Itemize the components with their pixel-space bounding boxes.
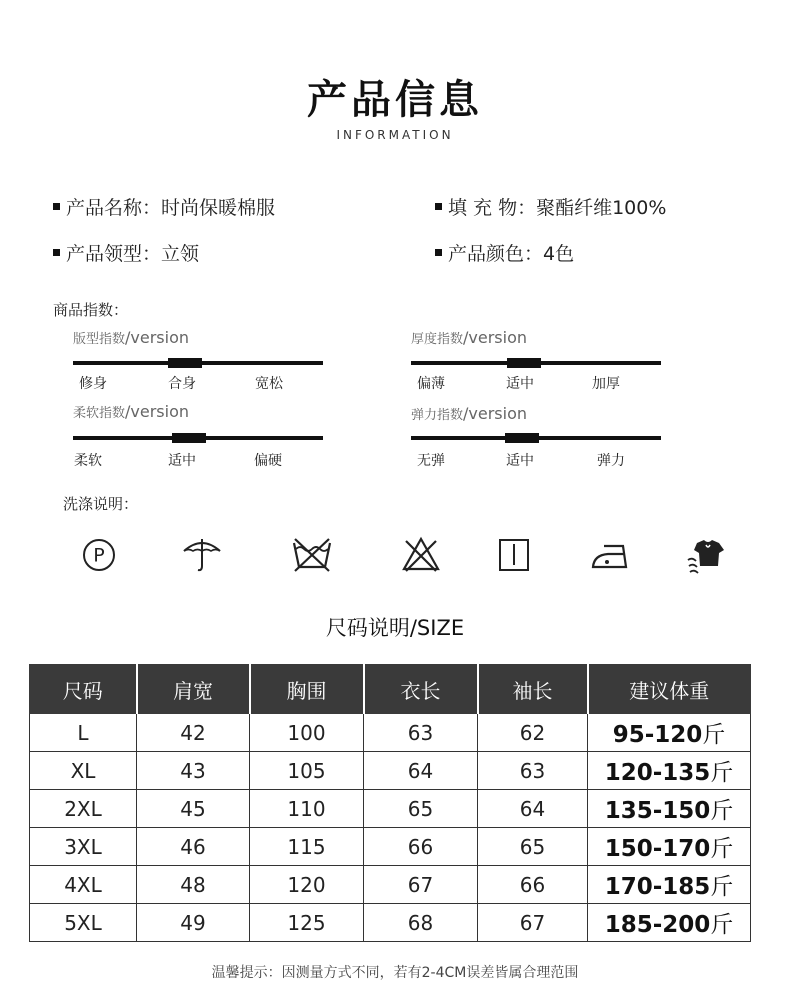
table-row: [30, 904, 751, 942]
footnote: 温馨提示：因测量方式不同，若有2-4CM误差皆属合理范围: [211, 965, 579, 981]
header-size: 尺码: [30, 665, 137, 714]
weight-unit: 斤: [710, 912, 734, 938]
size-table: [29, 664, 751, 942]
cell-weight: [588, 790, 751, 828]
header-length: 衣长: [364, 665, 478, 714]
cell-weight: [588, 752, 751, 790]
index-thickness-tick-3: 加厚: [592, 376, 620, 392]
bullet: [435, 203, 442, 210]
index-elasticity-tick-3: 弹力: [597, 453, 625, 469]
cell-length: 64: [364, 752, 478, 790]
table-row: [30, 790, 751, 828]
header-weight: 建议体重: [588, 665, 751, 714]
index-softness-tick-1: 柔软: [74, 453, 102, 469]
cell-length: 65: [364, 790, 478, 828]
do-not-wash-icon: [290, 533, 334, 577]
cell-size: 4XL: [30, 866, 137, 904]
info-product-name: [53, 193, 275, 220]
index-elasticity-marker: [505, 433, 539, 443]
cell-length: 66: [364, 828, 478, 866]
shade-dry-umbrella-icon: [180, 533, 224, 577]
cell-size: 3XL: [30, 828, 137, 866]
index-fit-label: [73, 328, 189, 347]
index-thickness-label-cn: 厚度指数: [411, 332, 464, 347]
index-fit-label-cn: 版型指数: [73, 332, 126, 347]
cell-sleeve: 67: [478, 904, 588, 942]
weight-range: 185-200: [604, 912, 711, 938]
cell-size: 2XL: [30, 790, 137, 828]
index-elasticity-label-cn: 弹力指数: [411, 408, 464, 423]
dry-clean-p-letter: P: [93, 544, 105, 567]
index-elasticity-tick-1: 无弹: [417, 453, 445, 469]
bullet: [53, 249, 60, 256]
cell-chest: 120: [250, 866, 364, 904]
index-softness-marker: [172, 433, 206, 443]
index-heading: 商品指数：: [53, 301, 129, 319]
index-softness-label: [73, 402, 189, 421]
cell-length: 68: [364, 904, 478, 942]
wash-heading: 洗涤说明：: [63, 495, 139, 513]
cell-size: XL: [30, 752, 137, 790]
header-shoulder: 肩宽: [137, 665, 250, 714]
cell-length: 63: [364, 714, 478, 752]
weight-unit: 斤: [710, 760, 734, 786]
table-row: [30, 828, 751, 866]
cell-shoulder: 46: [137, 828, 250, 866]
cell-size: L: [30, 714, 137, 752]
weight-unit: 斤: [702, 722, 726, 748]
cell-weight: [588, 828, 751, 866]
index-fit-tick-1: 修身: [79, 376, 107, 392]
weight-unit: 斤: [710, 798, 734, 824]
cell-sleeve: 65: [478, 828, 588, 866]
cell-chest: 115: [250, 828, 364, 866]
table-row: [30, 752, 751, 790]
info-filling: [435, 193, 666, 220]
info-collar: [53, 239, 199, 266]
info-color: [435, 239, 574, 266]
index-elasticity-label: [411, 404, 527, 423]
index-thickness-marker: [507, 358, 541, 368]
weight-unit: 斤: [710, 836, 734, 862]
cell-sleeve: 63: [478, 752, 588, 790]
index-elasticity-label-suffix: /version: [463, 404, 528, 423]
index-fit-label-suffix: /version: [125, 328, 190, 347]
cell-shoulder: 48: [137, 866, 250, 904]
table-row: [30, 714, 751, 752]
cell-sleeve: 62: [478, 714, 588, 752]
cell-sleeve: 64: [478, 790, 588, 828]
info-collar-text: 产品领型：立领: [66, 243, 200, 265]
weight-range: 135-150: [604, 798, 711, 824]
index-thickness-tick-1: 偏薄: [417, 376, 445, 392]
index-softness-label-suffix: /version: [125, 402, 190, 421]
cell-chest: 110: [250, 790, 364, 828]
info-filling-text: 填 充 物：聚酯纤维100%: [448, 197, 667, 219]
cell-sleeve: 66: [478, 866, 588, 904]
bullet: [435, 249, 442, 256]
weight-range: 95-120: [612, 722, 703, 748]
page-title: 产品信息: [307, 77, 483, 123]
hand-wash-shirt-icon: [686, 533, 730, 577]
page-subtitle: INFORMATION: [336, 128, 454, 142]
info-color-text: 产品颜色：4色: [448, 243, 575, 265]
cell-shoulder: 43: [137, 752, 250, 790]
index-softness-tick-2: 适中: [168, 453, 196, 469]
weight-unit: 斤: [710, 874, 734, 900]
index-fit-tick-2: 合身: [168, 376, 196, 392]
line-dry-icon: [492, 533, 536, 577]
weight-range: 150-170: [604, 836, 711, 862]
header-chest: 胸围: [250, 665, 364, 714]
cell-weight: [588, 866, 751, 904]
cell-chest: 105: [250, 752, 364, 790]
cell-chest: 125: [250, 904, 364, 942]
index-softness-label-cn: 柔软指数: [73, 406, 126, 421]
table-row: [30, 866, 751, 904]
weight-range: 170-185: [604, 874, 711, 900]
weight-range: 120-135: [604, 760, 711, 786]
index-fit-tick-3: 宽松: [255, 376, 283, 392]
info-product-name-text: 产品名称：时尚保暖棉服: [66, 197, 276, 219]
cell-chest: 100: [250, 714, 364, 752]
index-thickness-label-suffix: /version: [463, 328, 528, 347]
index-thickness-tick-2: 适中: [506, 376, 534, 392]
index-thickness-label: [411, 328, 527, 347]
index-softness-tick-3: 偏硬: [254, 453, 282, 469]
index-elasticity-tick-2: 适中: [506, 453, 534, 469]
size-table-header-row: [30, 665, 751, 714]
cell-shoulder: 49: [137, 904, 250, 942]
cell-length: 67: [364, 866, 478, 904]
cell-shoulder: 42: [137, 714, 250, 752]
header-sleeve: 袖长: [478, 665, 588, 714]
cell-weight: [588, 714, 751, 752]
index-fit-marker: [168, 358, 202, 368]
cell-size: 5XL: [30, 904, 137, 942]
do-not-bleach-icon: [399, 533, 443, 577]
size-heading: 尺码说明/SIZE: [325, 616, 465, 640]
dry-clean-p-icon: [77, 533, 121, 577]
iron-icon: [590, 533, 634, 577]
bullet: [53, 203, 60, 210]
cell-shoulder: 45: [137, 790, 250, 828]
cell-weight: [588, 904, 751, 942]
